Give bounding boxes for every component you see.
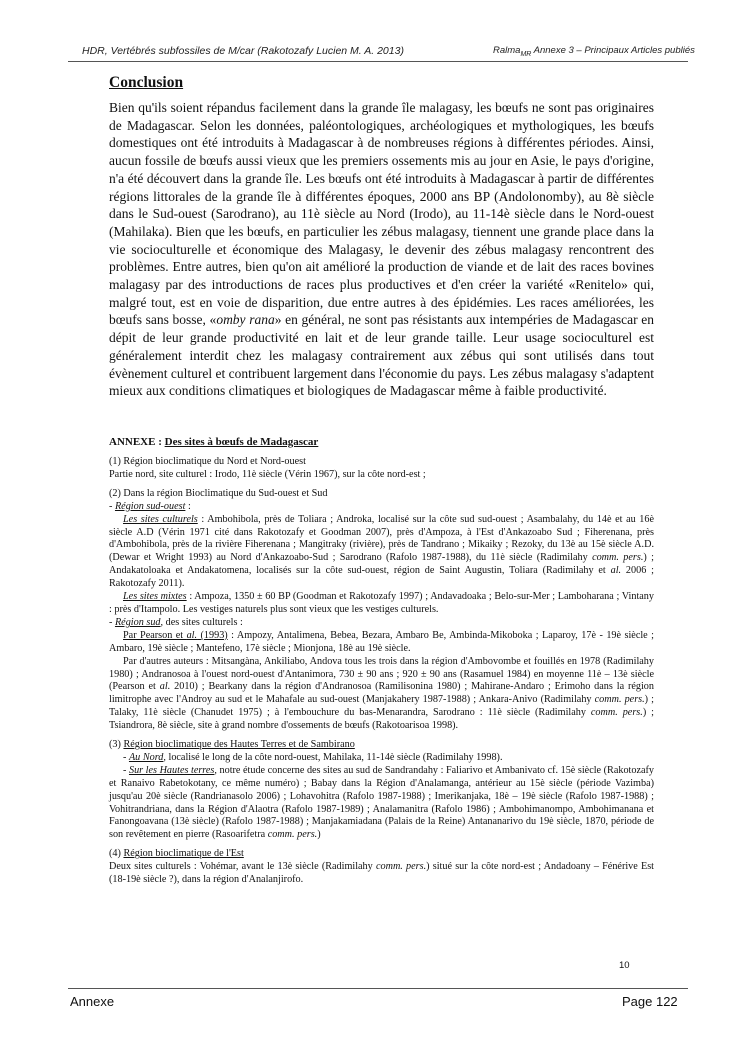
region-4-text-b: ) situé sur la côte nord-est ; Andadoany – Fénérive Est (18-19è siècle ?), dans la région d'Analanjirofo. <box>109 861 655 886</box>
region-3-number: (3) <box>109 739 124 751</box>
region-2-dash: - <box>109 500 115 512</box>
conclusion-text-1: Bien qu'ils soient répandus facilement dans la grande île malagasy, les bœufs ne sont pas originaires de Madagascar. Selon les données, paléontologiques, archéologiques et mythologiques, les bœufs domestiques ont été introduits à Madagascar à de nombreuses régions à différentes périodes. Ainsi, aucun fossile de bœufs aussi vieux que les premiers ossements mis au jour en Asie, le pays d'origine, n'a été découvert dans la grande île. Les bœufs ont été introduits à Madagascar à partir de différentes régions littorales de la grande île à différentes époques, 2000 ans BP (Andolonomby), au 8è siècle dans le Sud-ouest (Sarodrano), au 11è siècle au Nord (Irodo), au 11-14è siècle dans le Nord-ouest (Mahilaka). Bien que les bœufs, en particulier les zébus malagasy, tiennent une grande place dans la vie socioculturelle et économique des Malagasy, le devenir des zébus malagasy rencontrent des problèmes. Entre autres, bien qu'on ait amélioré la production de viande et de lait des races bovines malagasy par des introductions de races plus productives et d'en créer la variété «Renitelo» qui, malgré tout, est en voie de disparition, due entre autres à des épidémies. Les races améliorées, les bœufs sans bosse, « <box>109 100 654 328</box>
footer-rule <box>68 988 688 989</box>
region-2-colon: : <box>185 500 191 512</box>
region-sud-label: Région sud <box>114 616 161 628</box>
header-rule <box>68 61 688 62</box>
region-4-italic: comm. pers. <box>375 861 427 873</box>
au-nord-text: , localisé le long de la côte nord-ouest, Mahilaka, 11-14è siècle (Radimilahy 1998). <box>163 751 503 763</box>
conclusion-text-2: » en général, ne sont pas résistants aux intempéries de Madagascar en dépit de leur grande productivité en lait et de leur grande taille. Leur usage socioculturel est généralement interdit chez les malagasy contrairement aux zébus qui sont utilisés dans tout évènement culturel et contribuent largement dans l'économie du pays. Les zébus malagasy s'adaptent mieux aux conditions climatiques et biologiques de Madagascar même à faible productivité. <box>109 312 655 399</box>
sites-mixtes-label: Les sites mixtes <box>123 591 187 603</box>
region-sud-text: , des sites culturels : <box>160 616 243 628</box>
sites-culturels-italic-1: comm. pers. <box>592 552 644 564</box>
hautes-terres-text-a: , notre étude concerne des sites au sud de Sandrandahy : Faliarivo et Ambanivato cf. 15è siècle (Rakotozafy et Ranaivo Rabetokotany, ce même numéro) ; Babay dans la Région d'Analamanga, antérieur au 15è siècle (période Vazimba) jusqu'au 20è siècle (Randrianasolo 2006) ; Lohavohitra (Rafolo 1987-1988) ; Imerikanjaka, 18è – 19è siècle (Rafolo 1987-1988) ; Vohitrandriana, dans la Région d'Alaotra (Rafolo 1987-1989) ; Analamanitra (Rafolo 1986) ; Ambohimanompo, Ambohimanana et Fanongoavana (13è siècle) (Rafolo 1987-1988) ; Manjakamiadana (Palais de la Reine) Antananarivo du 19è siècle, 1870, période de son revêtement en pierre (Rasoarifetra <box>109 764 654 841</box>
region-3-label: Région bioclimatique des Hautes Terres et de Sambirano <box>123 739 355 751</box>
pearson-label-a: Par Pearson et <box>123 629 187 641</box>
pearson-label-b: (1993) <box>197 629 228 641</box>
autres-italic-2: comm. pers. <box>594 694 645 706</box>
region-4-title <box>109 848 654 861</box>
region-1-text: Partie nord, site culturel : Irodo, 11è siècle (Vérin 1967), sur la côte nord-est ; <box>109 468 426 480</box>
autres-italic-1: al. <box>159 681 171 693</box>
region-2-title: (2) Dans la région Bioclimatique du Sud-ouest et Sud <box>109 487 328 499</box>
sites-culturels-label: Les sites culturels <box>123 513 198 525</box>
region-1-title: (1) Région bioclimatique du Nord et Nord-ouest <box>109 456 306 467</box>
inner-page-number: 10 <box>619 960 630 971</box>
hautes-terres-text-b: ) <box>317 829 321 841</box>
header-right-subscript: MR <box>520 50 532 58</box>
autres-text-a: Par d'autres auteurs : Mitsangàna, Ankiliabo, Andova tous les trois dans la région d'Ambovombe et fouillés en 1978 (Radimilahy 1980) ; Andranosoa à l'ouest nord-ouest d'Antanimora, 730 ± 90 ans ; 920 ± 90 ans (Rasamuel 1984) en moyenne 11è – 13è siècle (Pearson et <box>109 655 654 693</box>
annexe-heading: Des sites à bœufs de Madagascar <box>164 436 319 448</box>
region-4-text-a: Deux sites culturels : Vohémar, avant le 13è siècle (Radimilahy <box>109 861 376 873</box>
header-left-text: HDR, Vertébrés subfossiles de M/car (Rakotozafy Lucien M. A. 2013) <box>82 45 404 57</box>
region-sud-ouest-label: Région sud-ouest <box>114 500 186 512</box>
sites-culturels-text-b: ) ; Andakatoloaka et Andakatomena, localisés sur la côte sud-ouest, région de Saint Augustin, Toliara (Radimilahy et <box>109 552 654 577</box>
au-nord-dash: - <box>123 751 129 763</box>
au-nord-label: Au Nord <box>128 751 164 763</box>
region-4-number: (4) <box>109 848 124 860</box>
sites-culturels-text-a: : Ambohibola, près de Toliara ; Androka, localisé sur la côte sud sud-ouest ; Asambalahy, du 14è et au 16è siècle A.D (Vérin 1971 cité dans Rakotozafy et Goodman 2007), près d'Ampoza, à l'Est d'Ankazoabo Sud ; Fiherenana, près d'Ambohibola, près de la rivière Fiherenana ; Mangitraky (rivière), près de Tandrano ; Mikaiky ; Rezoky, du 13è au 15è siècle A.D. (Dewar et Wright 1993) au Nord d'Ankazoabo-Sud ; Sarodrano (Rafolo 1987-1988), du 11è siècle (Radimilahy <box>109 513 654 564</box>
pearson-text: : Ampozy, Antalimena, Bebea, Bezara, Ambaro Be, Ambinda-Mikoboka ; Laparoy, 17è - 19è siècle ; Ambaro, 19è siècle ; Mantefeno, 17è siècle ; Mionjona, 18è au 19è siècle. <box>109 629 654 654</box>
hautes-terres-label: Sur les Hautes terres <box>128 764 215 776</box>
conclusion-paragraph <box>109 99 654 400</box>
autres-text-c: ) ; Talaky, 11è siècle (Chanudet 1975) ; à l'embouchure du bas-Menarandra, Sarodrano : 11è siècle (Radimilahy <box>109 694 654 719</box>
region-4-paragraph <box>109 861 654 887</box>
pearson-label-italic: al. <box>186 629 198 641</box>
region-sud-dash: - <box>109 616 115 628</box>
region-4-label: Région bioclimatique de l'Est <box>123 848 244 860</box>
region-3-title <box>109 739 654 752</box>
sites-culturels-text-c: 2006 ; Rakotozafy 2011). <box>109 565 654 590</box>
header-right-text <box>493 45 695 58</box>
hautes-terres-dash: - <box>123 764 129 776</box>
autres-auteurs-paragraph <box>109 656 654 733</box>
hautes-terres-italic: comm. pers. <box>267 829 318 841</box>
pearson-paragraph <box>109 630 654 656</box>
autres-text-d: ) ; Tsiandrora, 8è siècle, site à grand nombre d'ossements de bœufs (Rakotoarisoa 1998). <box>109 707 654 732</box>
pearson-label <box>123 630 228 641</box>
autres-text-b: 2010) ; Bearkany dans la région d'Andranosoa (Ramilisonina 1980) ; Mahirane-Andaro ; Erimoho dans la région limitrophe avec l'Androy au sud et le Mahafale au sud-ouest (Manjakahery 1987-1988) ; Ankara-Anivo (Radimilahy <box>109 681 654 706</box>
autres-italic-3: comm. pers. <box>590 707 643 719</box>
conclusion-title: Conclusion <box>109 74 184 91</box>
footer-page-number: Page 122 <box>622 994 678 1009</box>
annexe-title <box>109 436 318 448</box>
sites-mixtes-text: : Ampoza, 1350 ± 60 BP (Goodman et Rakotozafy 1997) ; Andavadoaka ; Belo-sur-Mer ; Lamboharana ; Vintany : près d'Itampolo. Les vestiges naturels plus sont vieux que les vestiges culturels. <box>109 591 654 615</box>
region-2-subtitle <box>109 501 654 514</box>
hautes-terres-paragraph <box>109 765 654 842</box>
header-right-suffix: Annexe 3 – Principaux Articles publiés <box>531 45 695 56</box>
sites-mixtes-paragraph <box>109 591 654 617</box>
sites-culturels-paragraph <box>109 514 654 591</box>
footer-left-text: Annexe <box>70 994 115 1009</box>
header-right-prefix: Ralma <box>493 45 521 56</box>
au-nord-paragraph <box>109 752 654 765</box>
region-sud-line <box>109 617 654 630</box>
annexe-label: ANNEXE : <box>109 436 165 448</box>
sites-culturels-italic-2: al. <box>610 565 622 577</box>
annexe-body <box>109 456 654 887</box>
conclusion-italic-term: omby rana <box>216 312 275 328</box>
